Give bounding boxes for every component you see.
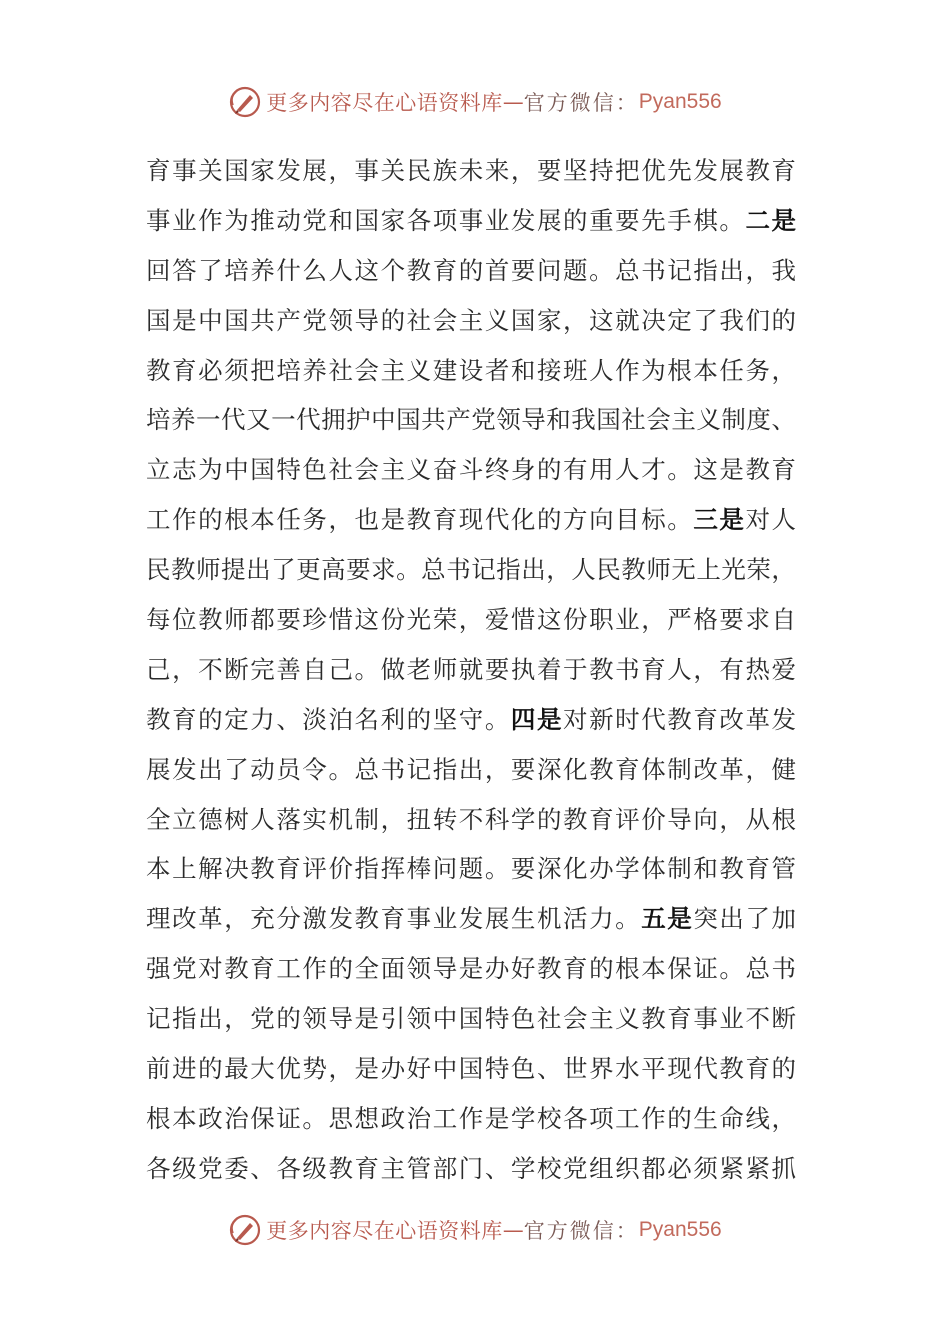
- text-line: 立 志 为 中 国 特 色 社 会 主 义 奋 斗 终 身 的 有 用 人 才 。 这 是 教 育: [146, 455, 796, 485]
- text-line: 记 指 出 ， 党 的 领 导 是 引 领 中 国 特 色 社 会 主 义 教 育 事 业 不 断: [146, 1004, 796, 1034]
- watermark-sub: 官方微信：: [523, 91, 639, 115]
- text-line: 培 养 一 代 又 一 代 拥 护 中 国 共 产 党 领 导 和 我 国 社 会 主 义 制 度 、: [146, 405, 796, 435]
- watermark-id: Pyan556: [638, 90, 722, 113]
- text-line: 教 育 必 须 把 培 养 社 会 主 义 建 设 者 和 接 班 人 作 为 根 本 任 务 ，: [146, 355, 796, 385]
- pen-circle-logo-icon: [228, 85, 262, 119]
- text-line: 全 立 德 树 人 落 实 机 制 ， 扭 转 不 科 学 的 教 育 评 价 导 向 ， 从 根: [146, 804, 796, 834]
- text-line: 根 本 政 治 保 证 。 思 想 政 治 工 作 是 学 校 各 项 工 作 的 生 命 线 ，: [146, 1103, 796, 1133]
- text-line: 事 业 作 为 推 动 党 和 国 家 各 项 事 业 发 展 的 重 要 先 手 棋 。 二 是: [146, 205, 796, 235]
- text-line: 工 作 的 根 本 任 务 ， 也 是 教 育 现 代 化 的 方 向 目 标 。 三 是 对 人: [146, 505, 796, 535]
- watermark-dash: —: [502, 90, 524, 114]
- text-line: 己 ， 不 断 完 善 自 己 。 做 老 师 就 要 执 着 于 教 书 育 人 ， 有 热 爱: [146, 654, 796, 684]
- watermark-id: Pyan556: [638, 1218, 722, 1241]
- text-line: 国 是 中 国 共 产 党 领 导 的 社 会 主 义 国 家 ， 这 就 决 定 了 我 们 的: [146, 305, 796, 335]
- pen-circle-logo-icon: [228, 1213, 262, 1247]
- text-line: 展 发 出 了 动 员 令 。 总 书 记 指 出 ， 要 深 化 教 育 体 制 改 革 ， 健: [146, 754, 796, 784]
- text-line: 回 答 了 培 养 什 么 人 这 个 教 育 的 首 要 问 题 。 总 书 记 指 出 ， 我: [146, 255, 796, 285]
- footer-watermark: [0, 1210, 950, 1250]
- text-line: 教 育 的 定 力 、 淡 泊 名 利 的 坚 守 。 四 是 对 新 时 代 教 育 改 革 发: [146, 704, 796, 734]
- header-watermark: [0, 82, 950, 122]
- watermark-text: 更多内容尽在心语资料库: [266, 91, 503, 115]
- text-line: 强 党 对 教 育 工 作 的 全 面 领 导 是 办 好 教 育 的 根 本 保 证 。 总 书: [146, 954, 796, 984]
- text-line: 本 上 解 决 教 育 评 价 指 挥 棒 问 题 。 要 深 化 办 学 体 制 和 教 育 管: [146, 854, 796, 884]
- text-line: 民 教 师 提 出 了 更 高 要 求 。 总 书 记 指 出 ， 人 民 教 师 无 上 光 荣 ，: [146, 555, 796, 585]
- text-line: 各 级 党 委 、 各 级 教 育 主 管 部 门 、 学 校 党 组 织 都 必 须 紧 紧 抓: [146, 1153, 796, 1183]
- text-line: 每 位 教 师 都 要 珍 惜 这 份 光 荣 ， 爱 惜 这 份 职 业 ， 严 格 要 求 自: [146, 605, 796, 635]
- watermark-text: 更多内容尽在心语资料库: [266, 1219, 503, 1243]
- watermark-sub: 官方微信：: [523, 1219, 639, 1243]
- document-body: [146, 146, 796, 1194]
- text-line: 理 改 革 ， 充 分 激 发 教 育 事 业 发 展 生 机 活 力 。 五 是 突 出 了 加: [146, 904, 796, 934]
- text-line: 育 事 关 国 家 发 展 ， 事 关 民 族 未 来 ， 要 坚 持 把 优 先 发 展 教 育: [146, 156, 796, 185]
- text-line: 前 进 的 最 大 优 势 ， 是 办 好 中 国 特 色 、 世 界 水 平 现 代 教 育 的: [146, 1054, 796, 1084]
- watermark-dash: —: [502, 1218, 524, 1242]
